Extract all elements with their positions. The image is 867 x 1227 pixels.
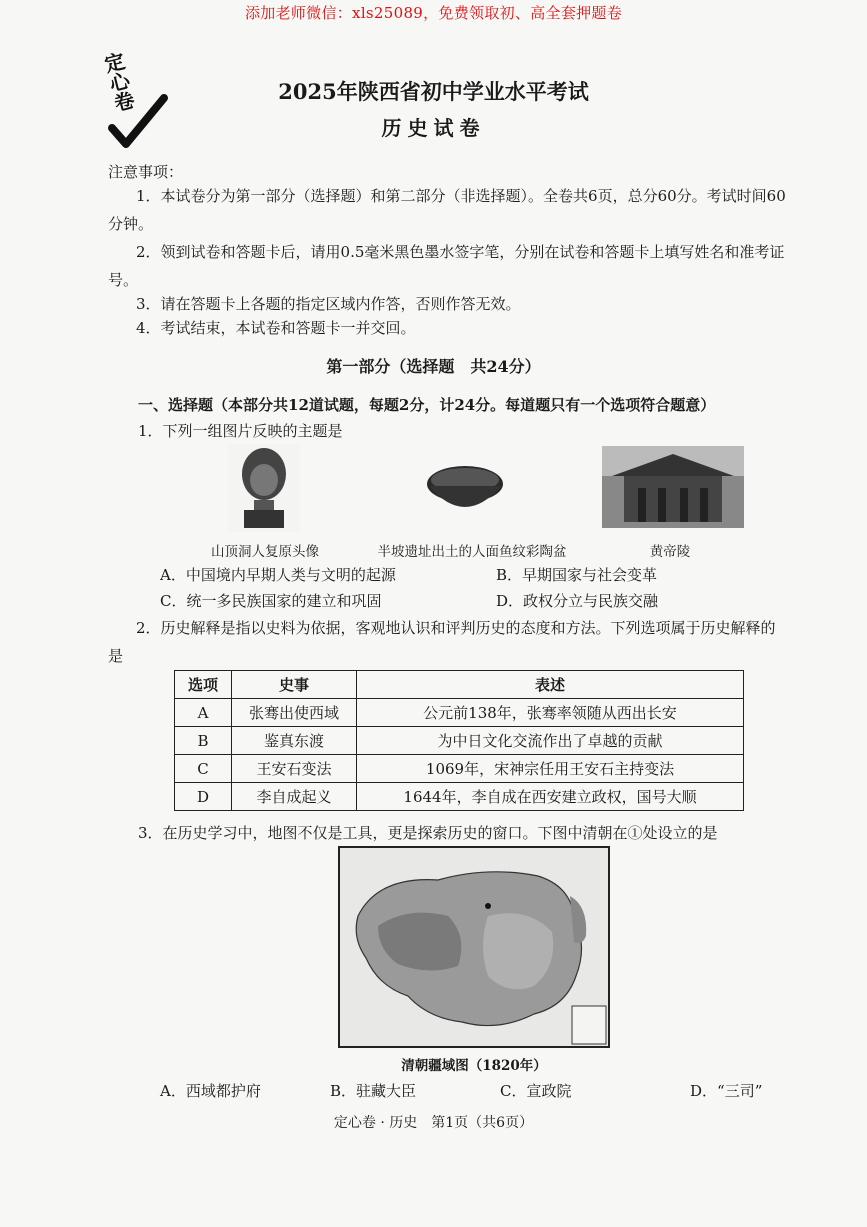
q1-image-caption: 山顶洞人复原头像 (211, 544, 319, 560)
table-cell: 公元前138年，张骞率领随从西出长安 (357, 699, 744, 727)
q3-option-c: C．宣政院 (500, 1082, 572, 1100)
q1-option-c: C．统一多民族国家的建立和巩固 (160, 592, 382, 610)
table-header: 选项 (175, 671, 232, 699)
q3-option-d: D．“三司” (690, 1082, 763, 1100)
notice-heading: 注意事项： (108, 163, 184, 181)
table-header: 史事 (232, 671, 357, 699)
table-cell: 1069年，宋神宗任用王安石主持变法 (357, 755, 744, 783)
q1-stem: 1．下列一组图片反映的主题是 (138, 422, 343, 440)
notice-item: 4．考试结束，本试卷和答题卡一并交回。 (136, 319, 416, 337)
table-cell: 1644年，李自成在西安建立政权，国号大顺 (357, 783, 744, 811)
skull-bust-image (228, 444, 300, 532)
exam-title: 2025年陕西省初中学业水平考试 (278, 79, 589, 104)
promo-banner: 添加老师微信：xls25089，免费领取初、高全套押题卷 (244, 4, 623, 22)
notice-item: 2．领到试卷和答题卡后，请用0.5毫米黑色墨水签字笔，分别在试卷和答题卡上填写姓名和准考证号。 (108, 243, 785, 289)
notice-item: 3．请在答题卡上各题的指定区域内作答，否则作答无效。 (136, 295, 521, 313)
table-header-row (175, 671, 744, 699)
q3-stem: 3．在历史学习中，地图不仅是工具，更是探索历史的窗口。下图中清朝在①处设立的是 (138, 824, 718, 842)
table-cell: 王安石变法 (232, 755, 357, 783)
table-cell: 鉴真东渡 (232, 727, 357, 755)
mausoleum-photo-image (602, 446, 744, 528)
q1-option-d: D．政权分立与民族交融 (496, 592, 659, 610)
q3-map-caption: 清朝疆域图（1820年） (401, 1058, 547, 1074)
table-cell: 李自成起义 (232, 783, 357, 811)
pottery-basin-image (424, 462, 506, 514)
q1-option-a: A．中国境内早期人类与文明的起源 (160, 566, 396, 584)
stamp-text: 定心卷 (99, 49, 137, 115)
q3-option-b: B．驻藏大臣 (330, 1082, 417, 1100)
table-cell: 为中日文化交流作出了卓越的贡献 (357, 727, 744, 755)
part1-instructions: 一、选择题（本部分共12道试题，每题2分，计24分。每道题只有一个选项符合题意） (138, 396, 716, 414)
q2-table (174, 670, 744, 811)
exam-subject: 历史试卷 (381, 116, 486, 140)
q1-option-b: B．早期国家与社会变革 (496, 566, 658, 584)
notice-item: 1．本试卷分为第一部分（选择题）和第二部分（非选择题）。全卷共6页，总分60分。考试时间60分钟。 (108, 187, 786, 233)
table-row (175, 727, 744, 755)
q3-option-a: A．西域都护府 (160, 1082, 261, 1100)
q1-image-caption: 黄帝陵 (649, 544, 691, 560)
table-header: 表述 (357, 671, 744, 699)
page-footer: 定心卷 · 历史 第1页（共6页） (333, 1115, 534, 1131)
part1-heading: 第一部分（选择题 共24分） (326, 357, 541, 376)
table-cell: B (175, 727, 232, 755)
table-row (175, 783, 744, 811)
table-row (175, 755, 744, 783)
qing-territory-map (338, 846, 610, 1048)
table-cell: A (175, 699, 232, 727)
q1-image-caption: 半坡遗址出土的人面鱼纹彩陶盆 (377, 544, 567, 560)
q2-stem: 2．历史解释是指以史料为依据，客观地认识和评判历史的态度和方法。下列选项属于历史解释的是 (108, 619, 776, 665)
table-cell: C (175, 755, 232, 783)
table-cell: 张骞出使西域 (232, 699, 357, 727)
table-row (175, 699, 744, 727)
table-cell: D (175, 783, 232, 811)
